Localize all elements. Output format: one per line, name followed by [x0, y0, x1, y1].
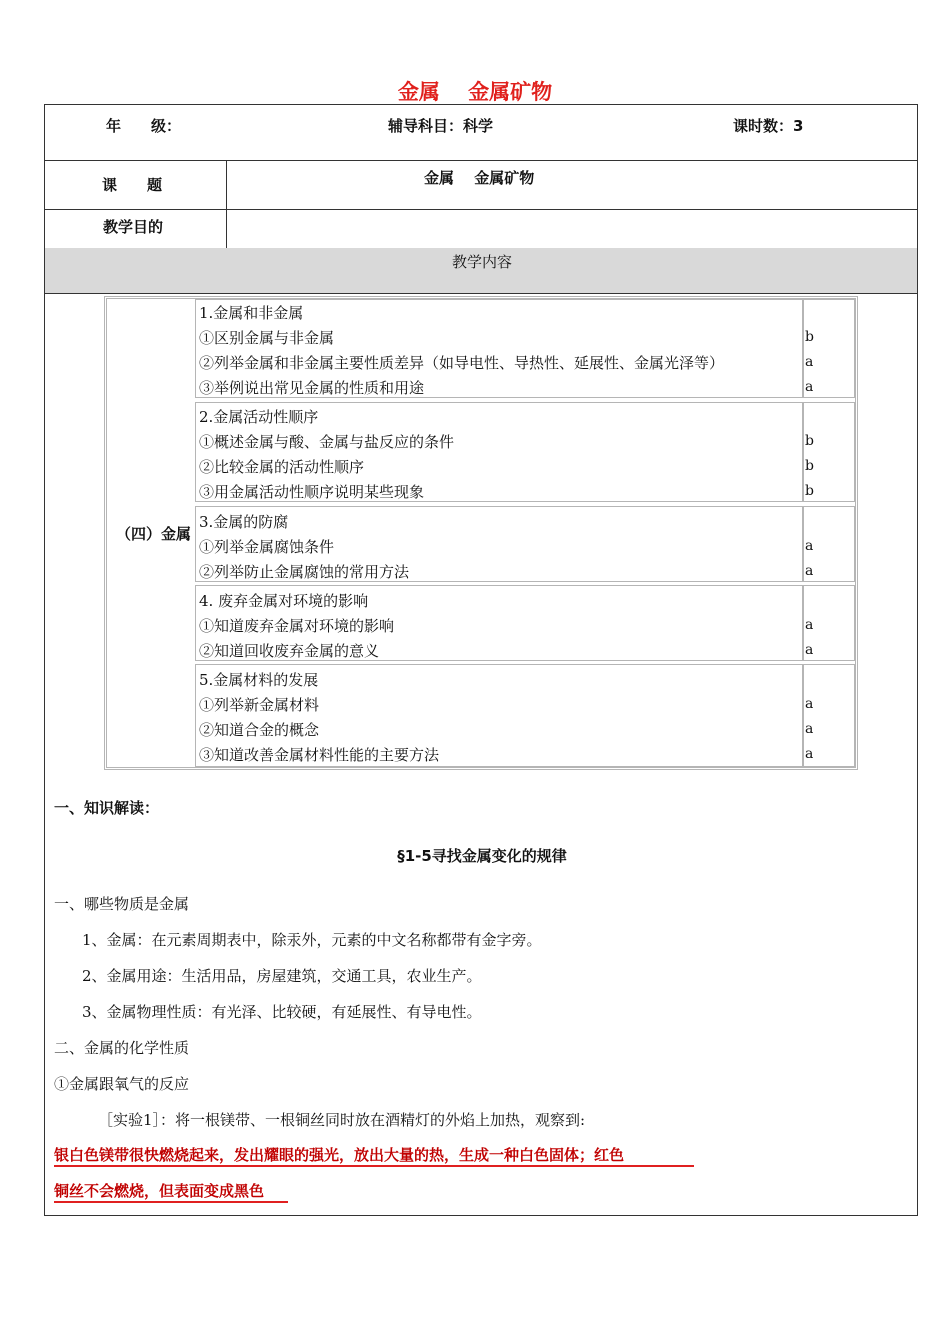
group-item: ③用金属活动性顺序说明某些现象 [199, 483, 425, 501]
level-mark: a [805, 696, 814, 712]
knowledge-heading: 一、知识解读： [54, 799, 160, 817]
paragraph: 2、金属用途：生活用品，房屋建筑，交通工具，农业生产。 [82, 967, 482, 985]
level-mark: b [805, 433, 814, 449]
subject-label: 辅导科目：科学 [388, 117, 494, 135]
topic-label: 课 题 [102, 176, 163, 194]
divider [44, 293, 918, 294]
content-header: 教学内容 [451, 253, 512, 271]
paragraph: ①金属跟氧气的反应 [54, 1075, 190, 1093]
divider [44, 209, 918, 210]
level-mark: a [805, 642, 814, 658]
group-heading: 1.金属和非金属 [199, 304, 304, 322]
group-item: ③知道改善金属材料性能的主要方法 [199, 746, 440, 764]
level-mark: b [805, 329, 814, 345]
underline [54, 1201, 288, 1203]
group-item: ①列举新金属材料 [199, 696, 320, 714]
group-item: ②列举金属和非金属主要性质差异（如导电性、导热性、延展性、金属光泽等） [199, 354, 725, 372]
topic-value: 金属 金属矿物 [424, 169, 535, 187]
group-item: ②知道回收废弃金属的意义 [199, 642, 380, 660]
group-item: ①概述金属与酸、金属与盐反应的条件 [199, 433, 455, 451]
level-mark: a [805, 746, 814, 762]
group-heading: 2.金属活动性顺序 [199, 408, 319, 426]
level-mark: a [805, 379, 814, 395]
level-mark: a [805, 563, 814, 579]
observation-line: 银白色镁带很快燃烧起来，发出耀眼的强光，放出大量的热，生成一种白色固体；红色 [54, 1146, 625, 1164]
objective-label: 教学目的 [103, 218, 164, 236]
grade-label: 年 级： [106, 117, 182, 135]
level-mark: b [805, 483, 814, 499]
divider [226, 160, 227, 248]
group-item: ②比较金属的活动性顺序 [199, 458, 365, 476]
group-heading: 4. 废弃金属对环境的影响 [199, 592, 369, 610]
group-item: ③举例说出常见金属的性质和用途 [199, 379, 425, 397]
group-item: ①区别金属与非金属 [199, 329, 335, 347]
question-heading: 二、金属的化学性质 [54, 1039, 190, 1057]
group-heading: 5.金属材料的发展 [199, 671, 319, 689]
underline [54, 1165, 694, 1167]
paragraph: 3、金属物理性质：有光泽、比较硬，有延展性、有导电性。 [82, 1003, 482, 1021]
section-title: §1-5寻找金属变化的规律 [397, 847, 567, 865]
experiment-text: ［实验1］：将一根镁带、一根铜丝同时放在酒精灯的外焰上加热，观察到: [98, 1111, 586, 1129]
level-mark: a [805, 354, 814, 370]
hours-label: 课时数：3 [733, 117, 804, 135]
question-heading: 一、哪些物质是金属 [54, 895, 190, 913]
group-item: ①列举金属腐蚀条件 [199, 538, 335, 556]
paragraph: 1、金属：在元素周期表中，除汞外，元素的中文名称都带有金字旁。 [82, 931, 542, 949]
level-mark: a [805, 538, 814, 554]
observation-line: 铜丝不会燃烧，但表面变成黑色 [54, 1182, 265, 1200]
level-mark: a [805, 617, 814, 633]
group-heading: 3.金属的防腐 [199, 513, 289, 531]
group-item: ①知道废弃金属对环境的影响 [199, 617, 395, 635]
divider [44, 160, 918, 161]
group-item: ②列举防止金属腐蚀的常用方法 [199, 563, 410, 581]
page-title: 金属 金属矿物 [397, 80, 553, 104]
level-mark: a [805, 721, 814, 737]
section-label: （四）金属 [116, 525, 192, 543]
level-mark: b [805, 458, 814, 474]
group-item: ②知道合金的概念 [199, 721, 320, 739]
